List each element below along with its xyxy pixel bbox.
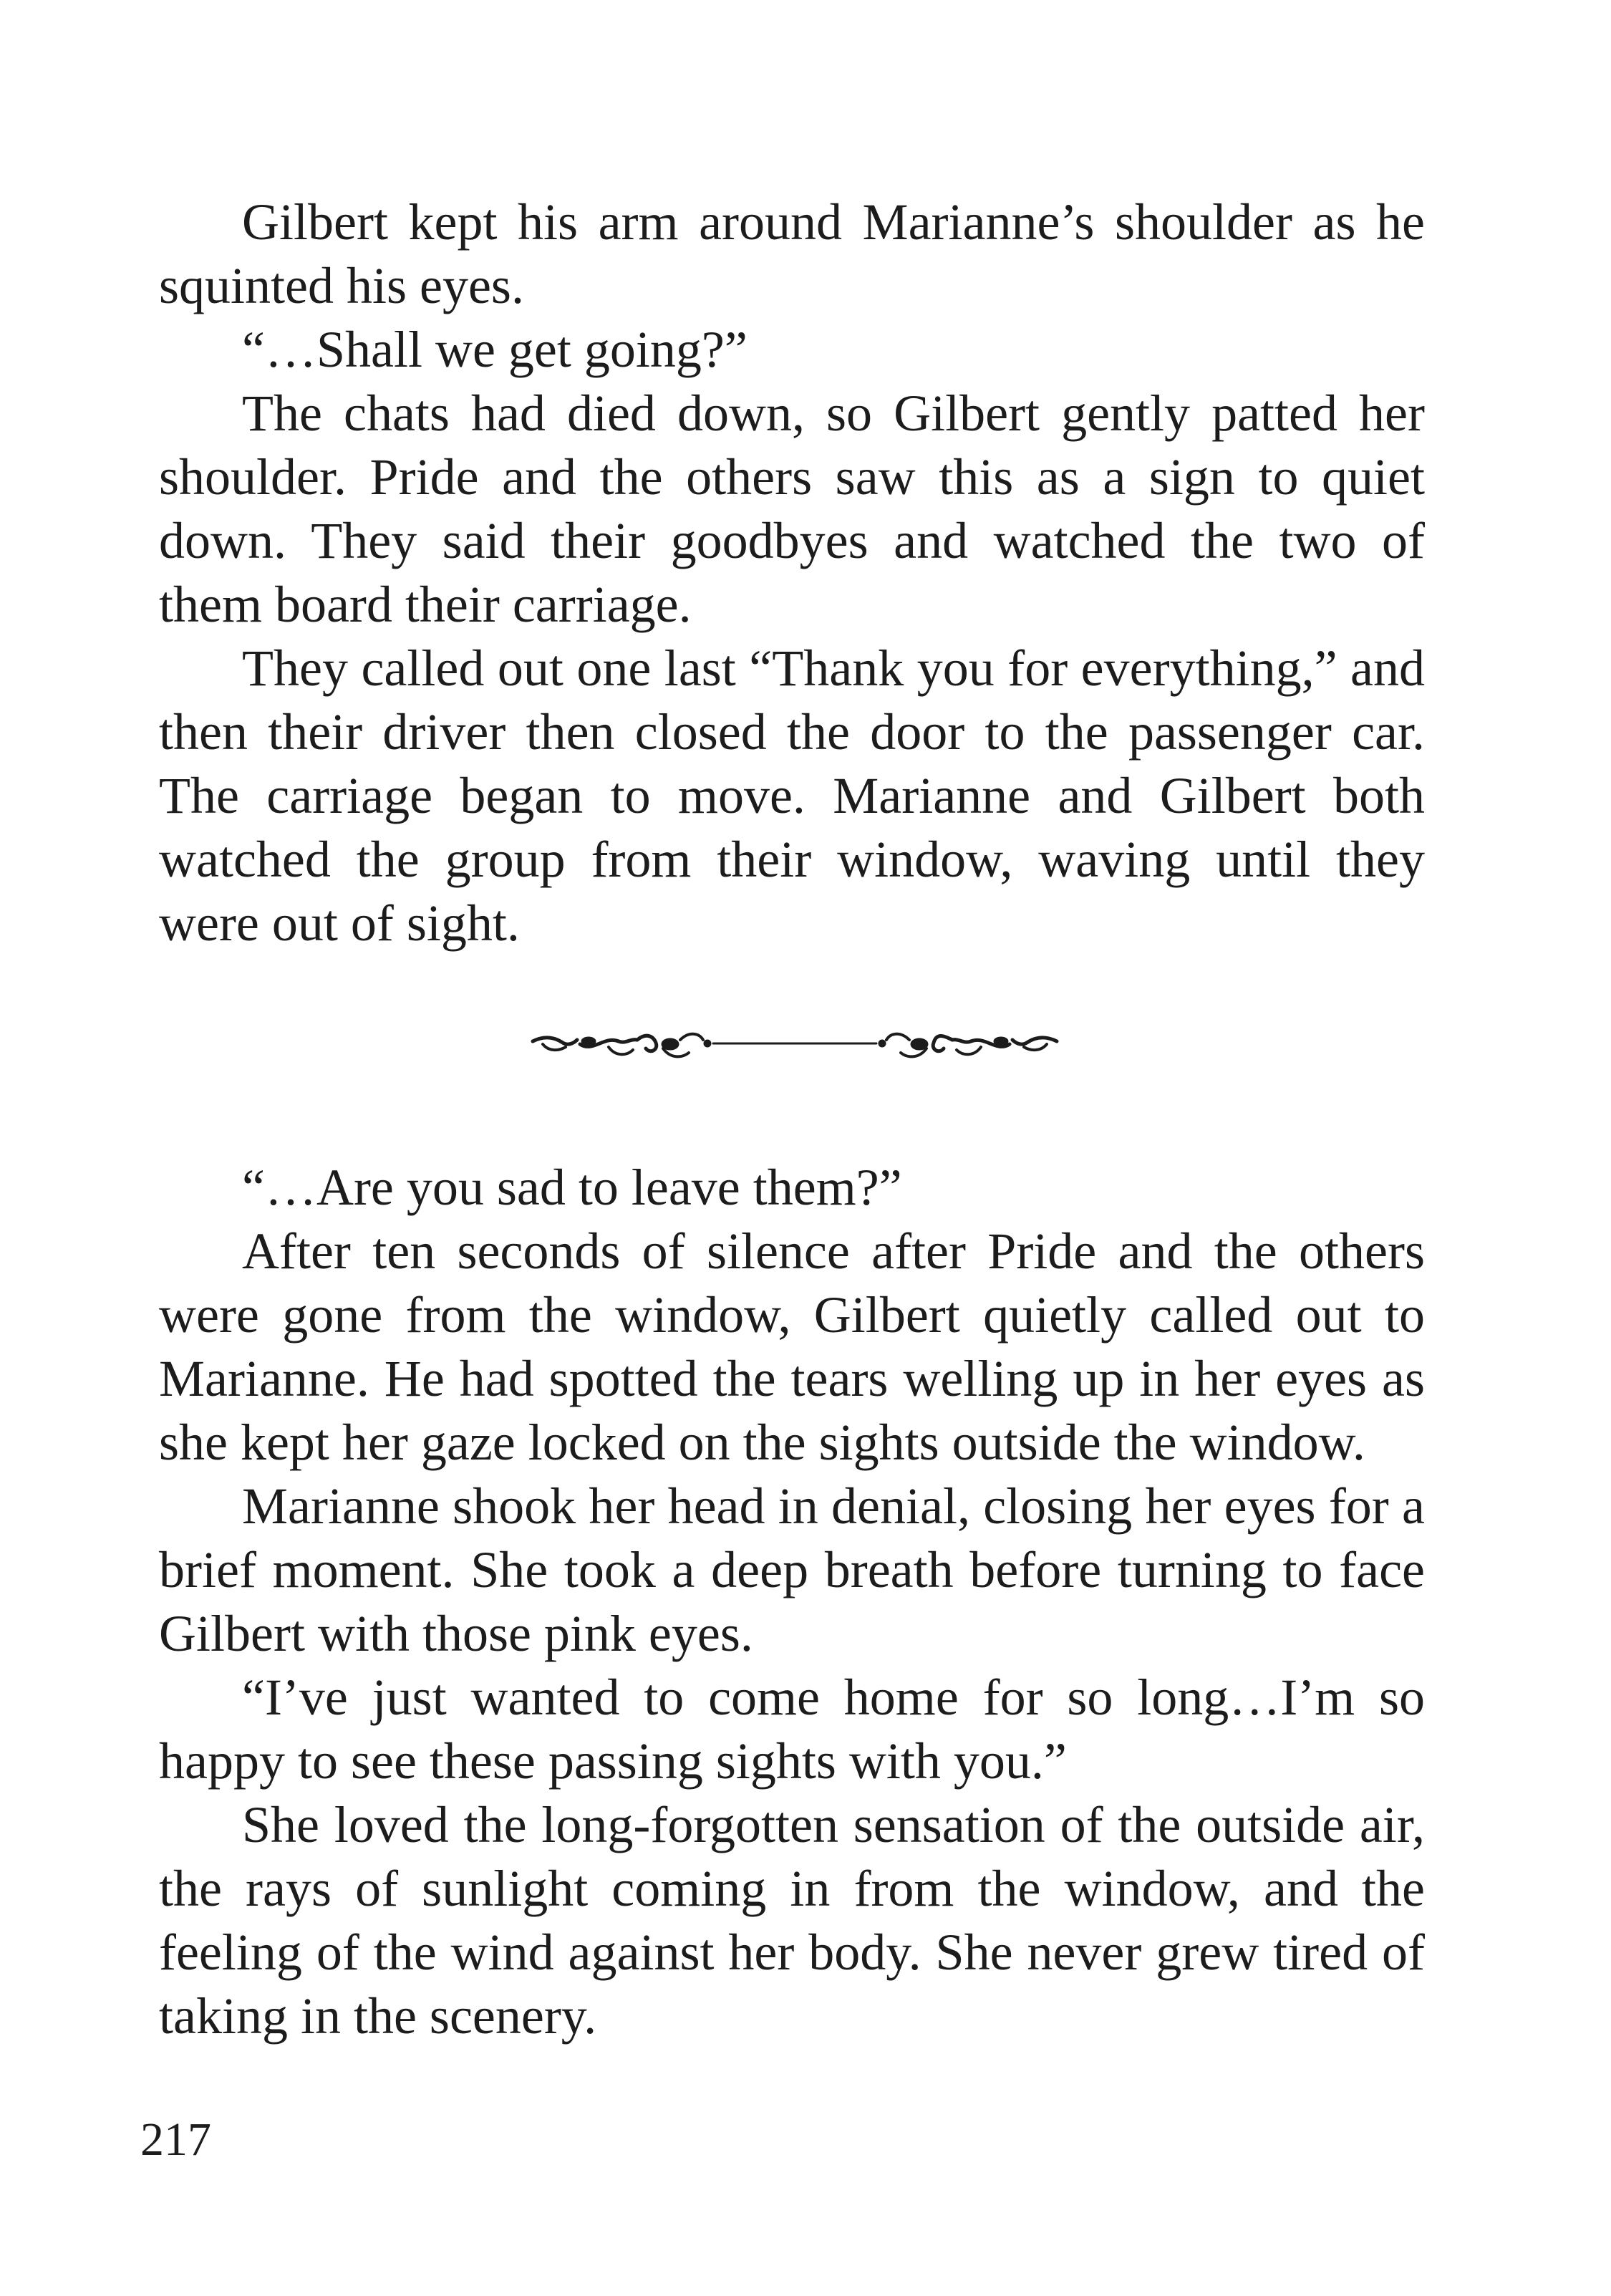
paragraph: “I’ve just wanted to come home for so long…I’m so happy to see these passing sights with you.”: [159, 1669, 1425, 1790]
paragraph: After ten seconds of silence after Pride and the others were gone from the window, Gilbert quietly called out to Marianne. He had spotted the tears welling up in her eyes as she kept her gaze locked on the sights outside the window.: [159, 1222, 1425, 1471]
page-number: 217: [140, 2113, 211, 2166]
paragraph: “…Shall we get going?”: [242, 321, 748, 378]
section-1-text: [159, 190, 1425, 955]
paragraph: “…Are you sad to leave them?”: [242, 1159, 902, 1216]
paragraph: They called out one last “Thank you for everything,” and then their driver then closed the door to the passenger car. The carriage began to move. Marianne and Gilbert both watched the group from their window, waving until they were out of sight.: [159, 640, 1425, 952]
paragraph: Gilbert kept his arm around Marianne’s shoulder as he squinted his eyes.: [159, 193, 1425, 314]
ornamental-scroll-divider-icon: [530, 1023, 1060, 1066]
paragraph: The chats had died down, so Gilbert gently patted her shoulder. Pride and the others saw this as a sign to quiet down. They said their goodbyes and watched the two of them board their carriage.: [159, 385, 1425, 633]
paragraph: She loved the long-forgotten sensation of the outside air, the rays of sunlight coming in from the window, and the feeling of the wind against her body. She never grew tired of taking in the scenery.: [159, 1796, 1425, 2045]
paragraph: Marianne shook her head in denial, closing her eyes for a brief moment. She took a deep breath before turning to face Gilbert with those pink eyes.: [159, 1477, 1425, 1662]
section-2-text: [159, 1156, 1425, 2048]
